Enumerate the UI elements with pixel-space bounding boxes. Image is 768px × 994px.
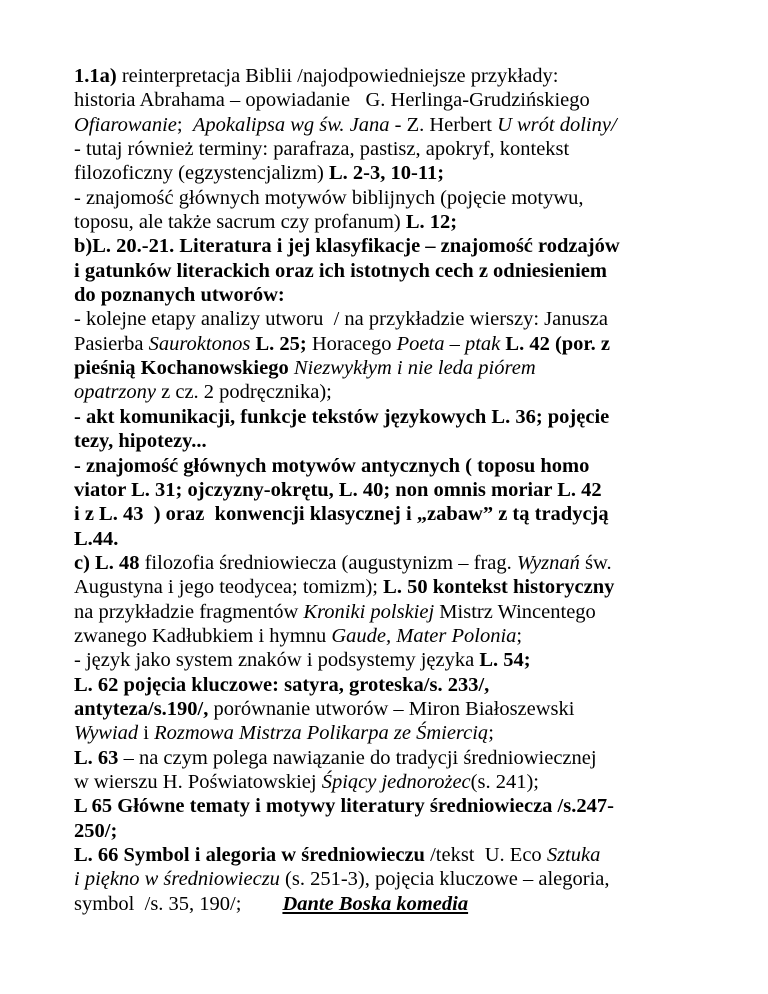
text-line — [74, 137, 764, 161]
text-segment: Rozmowa Mistrza Polikarpa ze Śmiercią — [154, 722, 489, 745]
text-segment: z cz. 2 podręcznika); — [156, 381, 332, 404]
text-segment: i — [138, 722, 155, 745]
text-line — [74, 454, 764, 478]
text-line — [74, 600, 764, 624]
text-segment: Wywiad — [74, 722, 139, 745]
text-segment: Wyznań — [516, 551, 580, 574]
text-segment: L. 25; — [255, 332, 307, 355]
text-line — [74, 575, 764, 599]
text-segment: L. 54; — [479, 649, 531, 672]
text-segment: L. 63 — [74, 746, 119, 769]
text-segment: Augustyna i jego teodycea; tomizm); — [74, 576, 384, 599]
text-line — [74, 478, 764, 502]
text-segment: 250/; — [74, 819, 118, 842]
text-line — [74, 746, 764, 770]
text-line — [74, 405, 764, 429]
text-segment: - znajomość głównych motywów biblijnych (pojęcie motywu, — [74, 186, 584, 209]
text-segment: L 65 Główne tematy i motywy literatury średniowiecza /s.247- — [74, 795, 614, 818]
text-line — [74, 380, 764, 404]
text-segment: Kroniki polskiej — [303, 600, 435, 623]
text-line — [74, 551, 764, 575]
text-segment: - tutaj również terminy: parafraza, pastisz, apokryf, kontekst — [74, 138, 570, 161]
text-line — [74, 210, 764, 234]
text-line — [74, 721, 764, 745]
text-segment: zwanego Kadłubkiem i hymnu — [74, 624, 332, 647]
text-segment: – na czym polega nawiązanie do tradycji średniowiecznej — [118, 746, 597, 769]
text-segment: Pasierba — [74, 332, 149, 355]
text-line — [74, 186, 764, 210]
text-segment: L. 2-3, 10-11; — [329, 162, 445, 185]
text-segment: reinterpretacja Biblii /najodpowiedniejsze przykłady: — [116, 65, 559, 87]
text-segment: Śpiący jednorożec — [321, 770, 471, 793]
text-segment: pieśnią Kochanowskiego — [74, 357, 289, 380]
text-segment: do poznanych utworów: — [74, 284, 285, 307]
text-line — [74, 88, 764, 112]
text-segment: i gatunków literackich oraz ich istotnych cech z odniesieniem — [74, 259, 607, 282]
text-segment: Poeta – ptak — [396, 332, 501, 355]
text-line — [74, 527, 764, 551]
text-segment: porównanie utworów – Miron Białoszewski — [208, 697, 575, 720]
text-segment: Apokalipsa wg św. Jana — [192, 113, 390, 136]
text-line — [74, 307, 764, 331]
text-segment: - znajomość głównych motywów antycznych ( toposu homo — [74, 454, 590, 477]
text-segment: por. z — [561, 332, 610, 355]
text-segment: św. — [579, 551, 612, 574]
text-segment: - kolejne etapy analizy utworu / na przykładzie wierszy: Janusza — [74, 308, 608, 331]
text-segment: symbol /s. 35, 190/; — [74, 892, 283, 915]
text-line — [74, 259, 764, 283]
text-line — [74, 892, 764, 916]
text-line — [74, 502, 764, 526]
text-segment: w wierszu H. Poświatowskiej — [74, 770, 322, 793]
text-segment: tezy, hipotezy... — [74, 430, 207, 453]
text-line — [74, 113, 764, 137]
text-line — [74, 697, 764, 721]
text-segment: na przykładzie fragmentów — [74, 600, 304, 623]
text-line — [74, 234, 764, 258]
text-line — [74, 356, 764, 380]
text-segment: L. 62 pojęcia kluczowe: satyra, groteska/s. 233/, — [74, 673, 490, 696]
text-segment: (s. 251-3), pojęcia kluczowe – alegoria, — [279, 868, 610, 891]
text-segment: filozofia średniowiecza (augustynizm – frag. — [139, 551, 517, 574]
text-segment: viator L. 31; ojczyzny-okrętu, L. 40; non omnis moriar L. 42 — [74, 478, 602, 501]
text-segment: Niezwykłym i nie leda piórem — [293, 357, 536, 380]
text-segment: Gaude, Mater Polonia — [331, 624, 517, 647]
text-segment: toposu, ale także sacrum czy profanum) — [74, 211, 406, 234]
text-segment: Sztuka — [546, 844, 601, 866]
text-line — [74, 843, 764, 867]
text-segment: L. 66 Symbol i alegoria w średniowieczu — [74, 844, 425, 866]
text-segment: opatrzony — [74, 381, 156, 404]
text-segment: Sauroktonos — [148, 332, 251, 355]
text-segment: ; — [176, 113, 193, 136]
text-segment: L.44. — [74, 527, 119, 550]
text-segment: ( — [549, 332, 562, 355]
text-line — [74, 624, 764, 648]
text-line — [74, 673, 764, 697]
text-segment: - język jako system znaków i podsystemy języka — [74, 649, 480, 672]
text-line — [74, 867, 764, 891]
text-segment: - akt komunikacji, funkcje tekstów językowych L. 36; pojęcie — [74, 405, 610, 428]
text-segment: (s. 241); — [470, 770, 539, 793]
text-line — [74, 161, 764, 185]
text-line — [74, 283, 764, 307]
text-segment: c) L. 48 — [74, 551, 140, 574]
text-segment: ; — [516, 624, 523, 647]
text-line — [74, 819, 764, 843]
text-line — [74, 648, 764, 672]
text-line — [74, 429, 764, 453]
text-line — [74, 64, 764, 88]
text-segment: Mistrz Wincentego — [434, 600, 596, 623]
text-segment: /tekst U. Eco — [424, 844, 547, 866]
text-segment: Dante Boska komedia — [282, 892, 469, 915]
text-segment: Horacego — [306, 332, 397, 355]
text-line — [74, 770, 764, 794]
text-segment: filozoficzny (egzystencjalizm) — [74, 162, 329, 185]
text-line — [74, 332, 764, 356]
text-segment: 1.1a) — [74, 65, 117, 87]
text-segment: i piękno w średniowieczu — [74, 868, 280, 891]
text-segment: ; — [488, 722, 494, 745]
text-segment: i z L. 43 ) oraz konwencji klasycznej i „zabaw” z tą tradycją — [74, 503, 609, 526]
document-text — [74, 64, 764, 916]
text-segment: Ofiarowanie — [74, 113, 177, 136]
text-segment: - Z. Herbert — [389, 113, 498, 136]
text-segment: L. 42 — [505, 332, 550, 355]
text-segment: L. 12; — [405, 211, 458, 234]
text-segment: U wrót doliny/ — [497, 113, 617, 136]
text-line — [74, 794, 764, 818]
text-segment: antyteza/s.190/, — [74, 697, 209, 720]
text-segment: historia Abrahama – opowiadanie G. Herlinga-Grudzińskiego — [74, 89, 590, 112]
text-segment: b)L. 20.-21. Literatura i jej klasyfikacje – znajomość rodzajów — [74, 235, 620, 258]
text-segment: L. 50 kontekst historyczny — [383, 576, 615, 599]
